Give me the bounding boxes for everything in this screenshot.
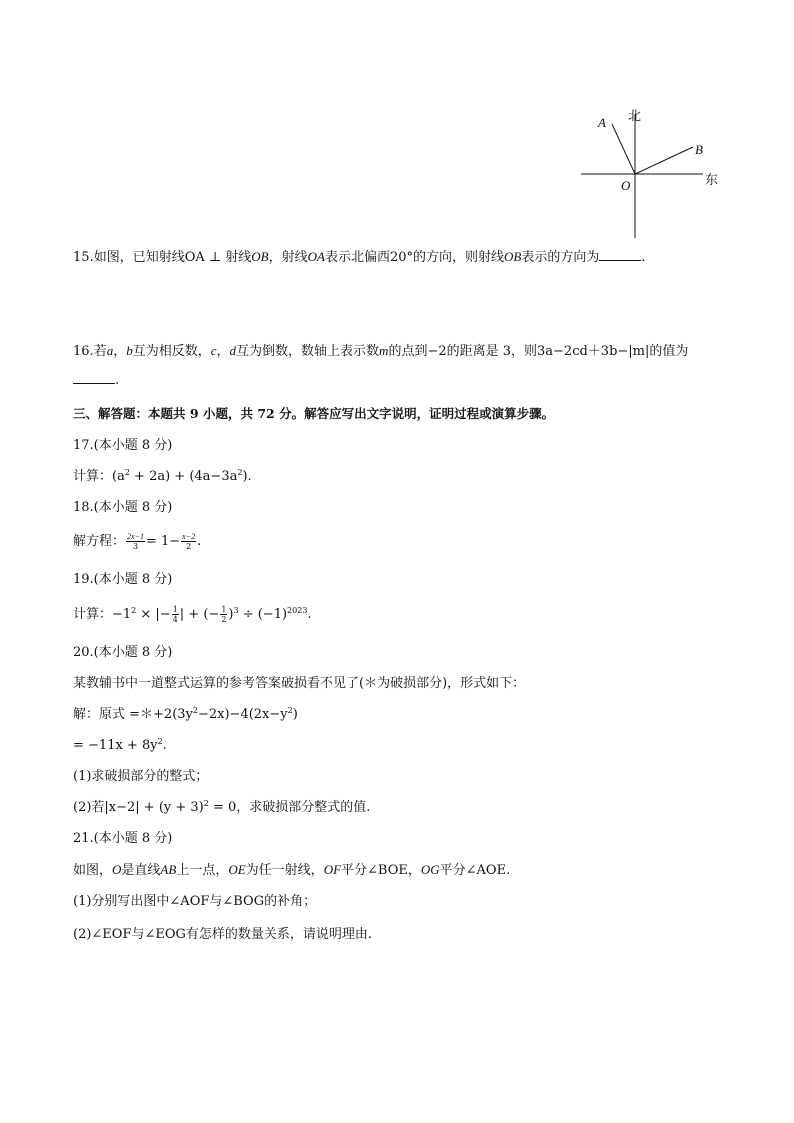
q19-expression <box>73 605 312 624</box>
section3-text-1: 三、解答题：本题共 <box>73 406 186 421</box>
q19-exp-3: 2023 <box>287 606 308 615</box>
q18-frac2-denominator: 2 <box>186 542 192 551</box>
q19-frac2-numerator: 1 <box>221 605 227 614</box>
q19-part-6: . <box>307 607 312 622</box>
q21-subquestion-2: (2)∠EOF与∠EOG有怎样的数量关系，请说明理由. <box>73 927 373 942</box>
q16-text-3: 互为倒数，数轴上表示数 <box>236 344 380 359</box>
question-16-line-2 <box>73 371 119 390</box>
question-15 <box>73 248 645 267</box>
ray-OB <box>635 147 693 174</box>
q16-text-1: 若 <box>93 344 107 359</box>
q19-exp-2: 3 <box>233 606 239 615</box>
q19-part-1: 计算：−1 <box>73 607 132 622</box>
q21-subquestion-1: (1)分别写出图中∠AOF与∠BOG的补角； <box>73 894 317 909</box>
q21-part-1: 如图， <box>73 863 113 878</box>
q15-end: . <box>641 250 646 265</box>
q20-s1-part-3: ) <box>292 707 298 722</box>
q19-frac1-denominator: 4 <box>172 615 178 624</box>
q17-exp-2: 2 <box>237 468 243 477</box>
q21-line-ab: AB <box>160 862 177 877</box>
q16-sep-1: ， <box>113 344 127 359</box>
q18-part-3: . <box>197 534 202 549</box>
q17-part-3: ). <box>242 469 252 484</box>
q16-var-m: m <box>379 343 389 358</box>
q18-heading: 18.(本小题 8 分) <box>73 500 173 515</box>
label-north: 北 <box>628 108 642 123</box>
q20-s1-part-2: −2x)−4(2x−y <box>197 707 288 722</box>
q15-answer-blank <box>599 248 641 261</box>
q15-ob: OB <box>251 249 269 264</box>
q20-s2-part-1: = −11x + 8y <box>73 738 158 753</box>
q20-subquestion-1: (1)求破损部分的整式； <box>73 769 209 784</box>
q16-end: . <box>115 373 120 388</box>
q18-part-2: = 1− <box>145 534 181 549</box>
q21-ray-og: OG <box>420 862 440 877</box>
q17-part-1: 计算：(a <box>73 469 125 484</box>
q19-frac1-numerator: 1 <box>172 605 178 614</box>
q16-var-b: b <box>126 343 133 358</box>
q20-intro: 某教辅书中一道整式运算的参考答案破损看不见了(＊为破损部分)，形式如下： <box>73 676 526 691</box>
question-16 <box>73 342 688 361</box>
compass-figure <box>575 100 725 240</box>
q21-part-3: 上一点， <box>176 863 229 878</box>
section3-text-2: 小题，共 <box>202 406 253 421</box>
q20-s2-exp: 2 <box>157 737 163 746</box>
q15-ob-2: OB <box>503 249 522 264</box>
q15-text-4: 表示的方向为 <box>521 250 600 265</box>
q18-part-1: 解方程： <box>73 534 126 549</box>
q19-heading: 19.(本小题 8 分) <box>73 572 173 587</box>
q18-fraction-2 <box>181 532 196 551</box>
q20-solution-line-1 <box>73 706 298 724</box>
q15-oa: OA <box>307 249 325 264</box>
label-A: A <box>598 115 606 130</box>
q20-s1-exp-2: 2 <box>287 706 293 715</box>
q18-fraction-1 <box>126 532 145 551</box>
q18-frac1-denominator: 3 <box>132 542 139 551</box>
section3-text-3: 分。解答应写出文字说明，证明过程或演算步骤。 <box>279 406 555 421</box>
q16-text-2: 互为相反数， <box>132 344 211 359</box>
q19-exp-1: 2 <box>131 606 137 615</box>
q20-s1-part-1: 解：原式 =＊+2(3y <box>73 707 193 722</box>
q19-part-3: | + (− <box>179 607 220 622</box>
q19-frac2-denominator: 2 <box>221 615 227 624</box>
q21-part-4: 为任一射线， <box>245 863 324 878</box>
q20-q2-part-1: (2)若|x−2| + (y + 3) <box>73 800 204 815</box>
label-east: 东 <box>705 172 719 187</box>
q19-fraction-2 <box>220 605 227 624</box>
q17-part-2: + 2a) + (4a−3a <box>129 469 238 484</box>
label-B: B <box>695 142 703 157</box>
q16-answer-blank <box>73 371 115 384</box>
q15-text-1: 如图，已知射线OA ⊥ 射线 <box>93 250 252 265</box>
q21-part-5: 平分∠BOE， <box>341 863 421 878</box>
q15-text-2: ，射线 <box>268 250 308 265</box>
q21-statement <box>73 861 510 880</box>
label-O: O <box>621 178 631 193</box>
q21-part-2: 是直线 <box>121 863 161 878</box>
q19-part-4: ) <box>228 607 234 622</box>
q18-frac1-numerator: 2x−1 <box>127 532 144 541</box>
q20-q2-part-2: = 0，求破损部分整式的值. <box>208 800 371 815</box>
q19-part-2: × |− <box>136 607 171 622</box>
q20-solution-line-2 <box>73 737 167 755</box>
q21-ray-of: OF <box>323 862 342 877</box>
q16-var-c: c <box>210 343 217 358</box>
q20-s1-exp-1: 2 <box>192 706 198 715</box>
section3-score: 72 <box>257 406 275 421</box>
q21-ray-oe: OE <box>228 862 246 877</box>
section3-count: 9 <box>189 406 199 421</box>
q16-sep-2: ， <box>216 344 230 359</box>
q20-heading: 20.(本小题 8 分) <box>73 645 173 660</box>
q21-heading: 21.(本小题 8 分) <box>73 831 173 846</box>
q15-number: 15. <box>73 250 94 265</box>
q17-exp-1: 2 <box>124 468 130 477</box>
q19-fraction-1 <box>172 605 179 624</box>
q21-part-6: 平分∠AOE. <box>439 863 511 878</box>
section-3-heading <box>73 405 554 423</box>
q21-point-o: O <box>112 862 122 877</box>
q18-equation <box>73 532 201 551</box>
q16-number: 16. <box>73 344 94 359</box>
q16-var-d: d <box>229 343 237 358</box>
q17-expression <box>73 468 252 486</box>
q17-heading: 17.(本小题 8 分) <box>73 438 173 453</box>
q20-s2-part-2: . <box>162 738 167 753</box>
q15-text-3: 表示北偏西20°的方向，则射线 <box>324 250 504 265</box>
q20-subquestion-2 <box>73 799 370 817</box>
ray-OA <box>612 124 635 174</box>
q16-var-a: a <box>106 343 114 358</box>
q20-q2-exp: 2 <box>203 799 209 808</box>
q19-part-5: ÷ (−1) <box>238 607 288 622</box>
q16-text-4: 的点到−2的距离是 3，则3a−2cd＋3b−|m|的值为 <box>388 344 689 359</box>
q18-frac2-numerator: x−2 <box>182 532 196 541</box>
